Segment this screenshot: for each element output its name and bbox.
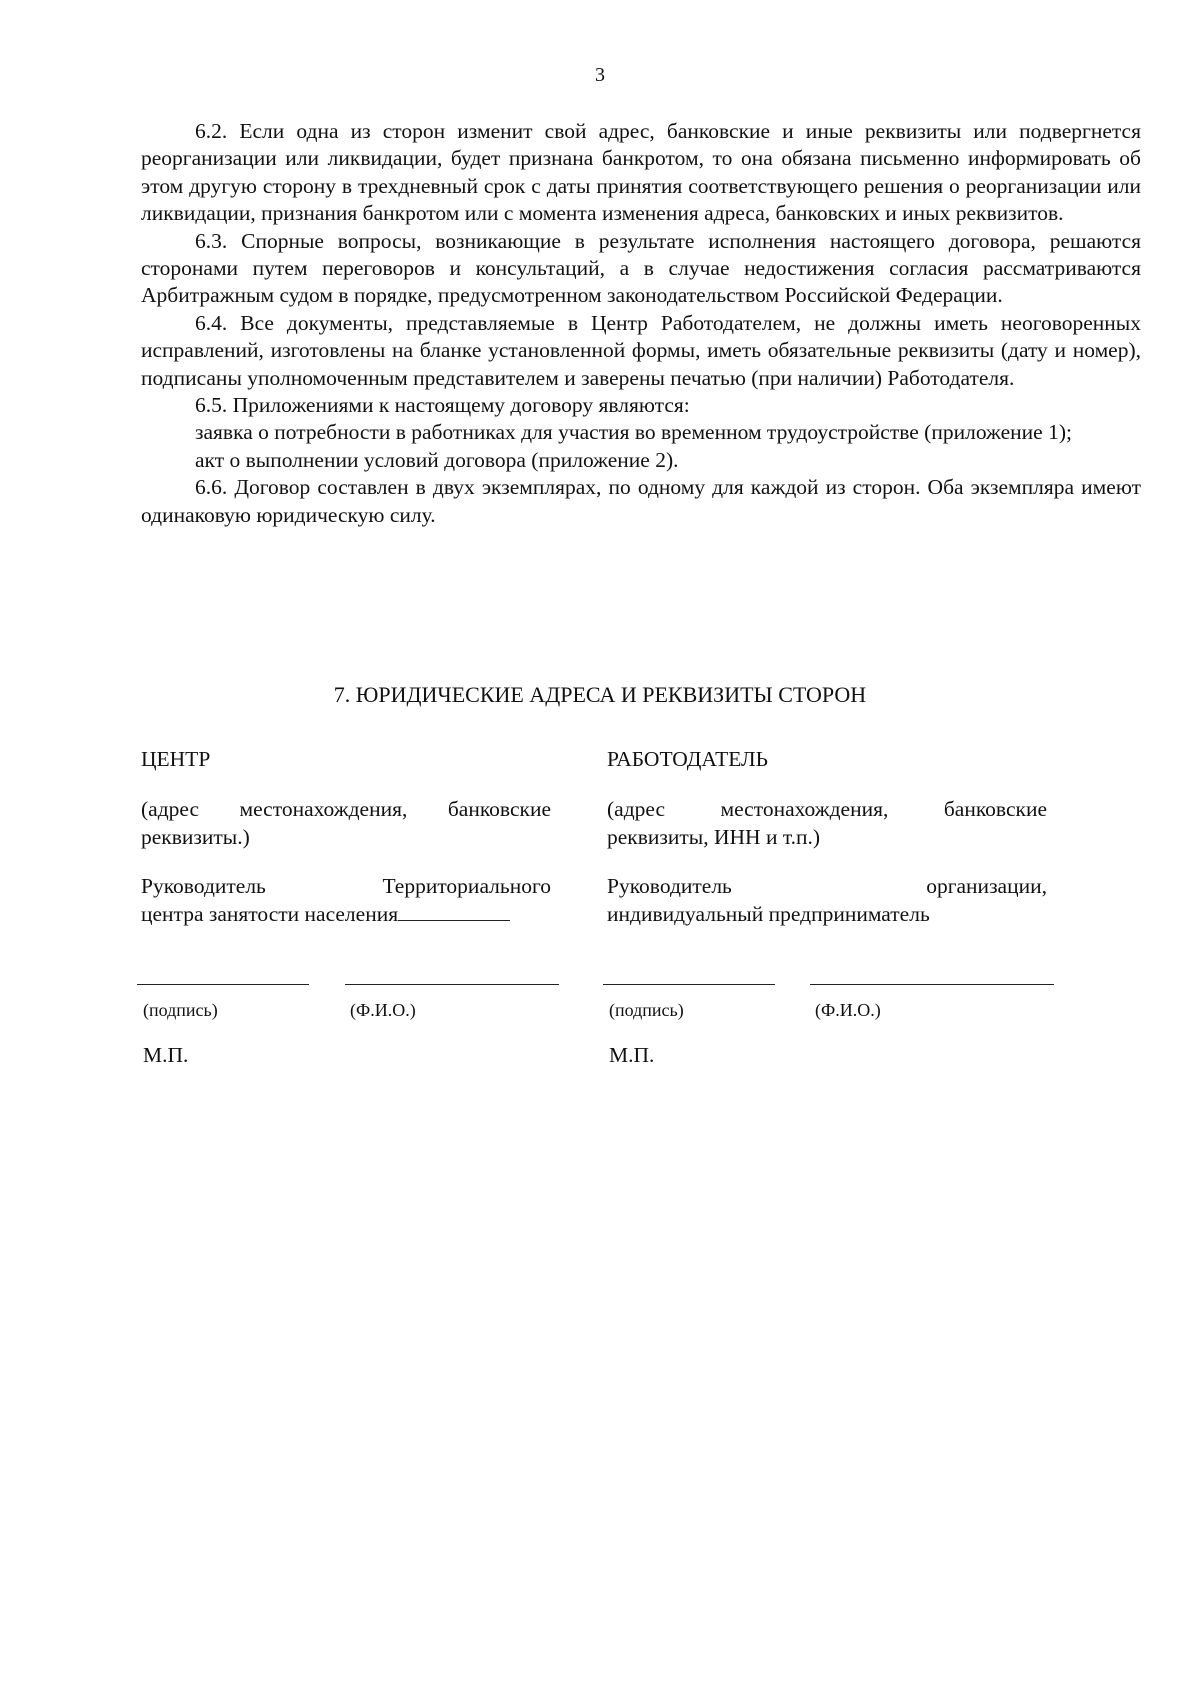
paragraph-6-6: 6.6. Договор составлен в двух экземплярах, по одному для каждой из сторон. Оба экземпляра имеют одинаковую юридическую силу.	[141, 475, 1141, 527]
right-signature-caption: (подпись)	[609, 1000, 684, 1020]
paragraph-6-3: 6.3. Спорные вопросы, возникающие в результате исполнения настоящего договора, решаются сторонами путем переговоров и консультаций, а в случае недостижения согласия рассматриваются Арбитражным судом в порядке, предусмотренном законодательством Российской Федерации.	[141, 228, 1141, 308]
paragraph-6-2: 6.2. Если одна из сторон изменит свой адрес, банковские и иные реквизиты или подвергнется реорганизации или ликвидации, будет признана банкротом, то она обязана письменно информировать об этом другую сторону в трехдневный срок с даты принятия соответствующего решения о реорганизации или ликвидации, признания банкротом или с момента изменения адреса, банковских и иных реквизитов.	[141, 119, 1141, 226]
right-party-role	[607, 872, 1047, 928]
left-role-line-1: Руководитель Территориального	[141, 874, 551, 898]
paragraph-6-5: 6.5. Приложениями к настоящему договору являются:	[195, 393, 690, 418]
right-signature-line	[603, 984, 775, 985]
right-details-line-1: (адрес местонахождения, банковские	[607, 797, 1047, 821]
right-party-details	[607, 795, 1047, 851]
left-name-caption: (Ф.И.О.)	[350, 1000, 416, 1020]
appendix-2-item: акт о выполнении условий договора (приложение 2).	[195, 447, 679, 472]
right-stamp-mark: М.П.	[609, 1043, 655, 1067]
right-party-title: РАБОТОДАТЕЛЬ	[607, 747, 768, 771]
contract-body	[141, 118, 1141, 529]
left-stamp-mark: М.П.	[143, 1043, 189, 1067]
left-role-line-2: центра занятости населения	[141, 902, 399, 926]
right-role-line-2: индивидуальный предприниматель	[607, 902, 930, 926]
left-party-title: ЦЕНТР	[141, 747, 211, 771]
paragraph-6-4: 6.4. Все документы, представляемые в Центр Работодателем, не должны иметь неоговоренных исправлений, изготовлены на бланке установленной формы, иметь обязательные реквизиты (дату и номер), подписаны уполномоченным представителем и заверены печатью (при наличии) Работодателя.	[141, 310, 1141, 390]
right-role-line-1: Руководитель организации,	[607, 874, 1047, 898]
left-signature-line	[137, 984, 309, 985]
left-details-line-1: (адрес местонахождения, банковские	[141, 797, 551, 821]
right-name-caption: (Ф.И.О.)	[815, 1000, 881, 1020]
left-details-line-2: реквизиты.)	[141, 825, 250, 849]
section-heading: 7. ЮРИДИЧЕСКИЕ АДРЕСА И РЕКВИЗИТЫ СТОРОН	[333, 682, 867, 707]
left-name-line	[345, 984, 559, 985]
appendix-1-item: заявка о потребности в работниках для участия во временном трудоустройстве (приложение 1);	[195, 420, 1072, 445]
right-name-line	[810, 984, 1054, 985]
left-party-details	[141, 795, 551, 851]
right-details-line-2: реквизиты, ИНН и т.п.)	[607, 825, 821, 849]
left-party-role	[141, 872, 551, 928]
left-role-blank-line	[398, 900, 510, 921]
left-signature-caption: (подпись)	[143, 1000, 218, 1020]
page-number: 3	[595, 64, 605, 86]
